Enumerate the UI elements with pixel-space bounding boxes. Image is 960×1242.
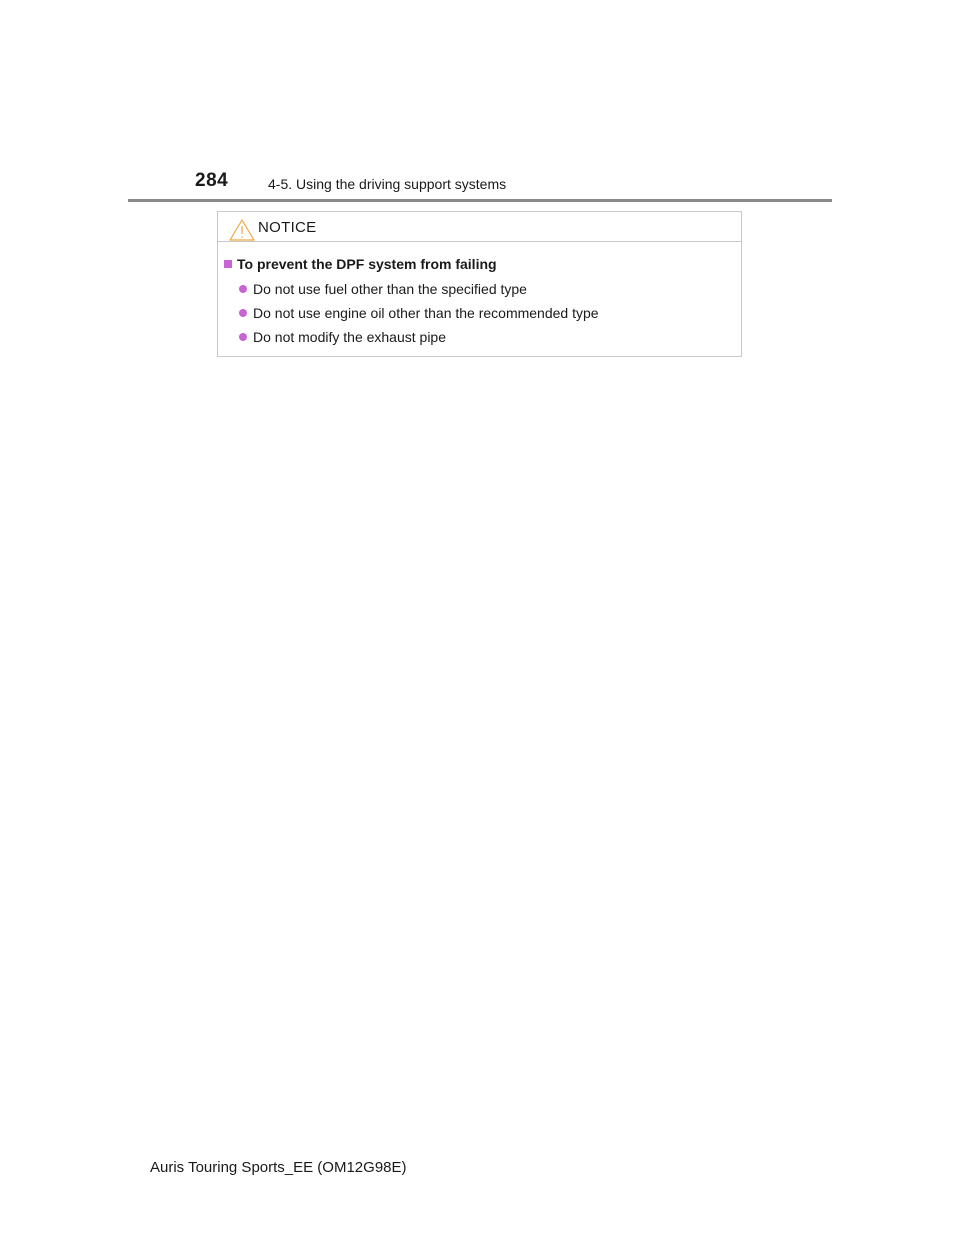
notice-heading (224, 254, 741, 273)
header-rule (128, 199, 832, 202)
list-item-text: Do not modify the exhaust pipe (253, 329, 447, 345)
list-item (224, 277, 741, 301)
square-bullet-icon (224, 260, 232, 268)
footer-text: Auris Touring Sports_EE (OM12G98E) (150, 1159, 407, 1176)
list-item (224, 325, 741, 349)
dot-bullet-icon (239, 333, 247, 341)
notice-header (218, 212, 741, 242)
notice-box (217, 211, 742, 357)
notice-label: NOTICE (258, 219, 317, 236)
dot-bullet-icon (239, 285, 247, 293)
dot-bullet-icon (239, 309, 247, 317)
warning-triangle-icon (229, 219, 255, 241)
list-item-text: Do not use engine oil other than the recommended type (253, 305, 599, 321)
list-item (224, 301, 741, 325)
section-title: 4-5. Using the driving support systems (268, 176, 507, 192)
page-number: 284 (195, 170, 229, 191)
notice-body (218, 242, 741, 349)
list-item-text: Do not use fuel other than the specified type (253, 281, 527, 297)
notice-heading-text: To prevent the DPF system from failing (237, 255, 497, 272)
